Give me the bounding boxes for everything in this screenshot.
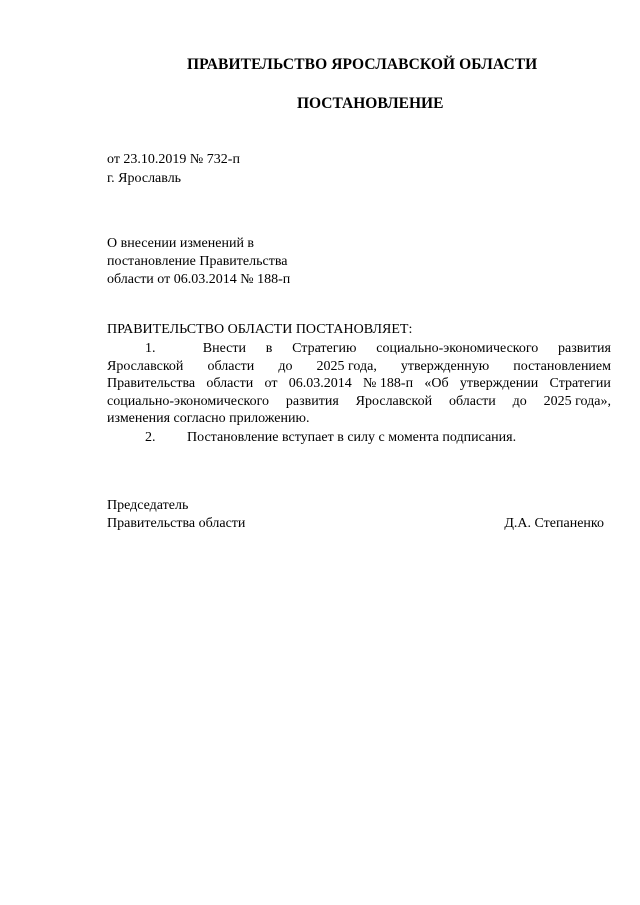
subject-line: О внесении изменений в [107,236,255,251]
word: Ярославской [355,393,433,409]
word: социально-экономического [376,341,539,356]
word: утвержденную [400,358,490,374]
word: 06.03.2014 [288,376,352,391]
item-number: 1. [145,341,156,356]
date-number: от 23.10.2019 № 732-п [107,152,240,167]
resolve-heading: ПРАВИТЕЛЬСТВО ОБЛАСТИ ПОСТАНОВЛЯЕТ: [107,322,413,337]
word: 2025 года», [543,393,611,409]
item-text: Постановление вступает в силу с момента подписания. [187,430,517,445]
subject-line: постановление Правительства [107,254,288,269]
signature-block [107,497,604,533]
word: «Об [424,376,449,391]
word: социально-экономического [107,393,270,409]
subject-line: области от 06.03.2014 № 188-п [107,272,291,287]
signatory-name: Д.А. Степаненко [504,516,604,531]
word: постановлением [513,358,611,374]
item-line [107,393,611,411]
word: Правительства [107,376,196,391]
word: развития [558,341,611,356]
document-meta [107,150,240,188]
item-line [107,340,611,358]
document-type: ПОСТАНОВЛЕНИЕ [297,95,444,112]
word: области [207,358,255,374]
item-line-text: изменения согласно приложению. [107,411,310,426]
word: 2025 года, [316,358,377,374]
government-title: ПРАВИТЕЛЬСТВО ЯРОСЛАВСКОЙ ОБЛАСТИ [187,56,538,73]
word: № 188-п [363,376,414,391]
word: Стратегию [292,341,357,356]
word: развития [285,393,339,409]
resolution-item-1 [107,340,611,428]
item-line [107,358,611,376]
item-line [107,375,611,393]
word: Ярославской [107,358,184,374]
resolution-item-2 [107,429,611,447]
word: до [512,393,527,409]
signature-row [107,515,604,533]
item-number: 2. [145,430,156,445]
document-subject [107,235,290,289]
signatory-position: Правительства области [107,516,246,531]
item-line [107,410,611,428]
word: от [264,376,278,391]
word: Стратегии [549,376,611,391]
word: в [265,341,273,356]
item-line [107,429,611,447]
word: утверждении [459,376,539,391]
city: г. Ярославль [107,171,182,186]
word: области [206,376,254,391]
word: Внести [202,341,246,356]
word: области [448,393,496,409]
signatory-position: Председатель [107,498,189,513]
word: до [278,358,293,374]
